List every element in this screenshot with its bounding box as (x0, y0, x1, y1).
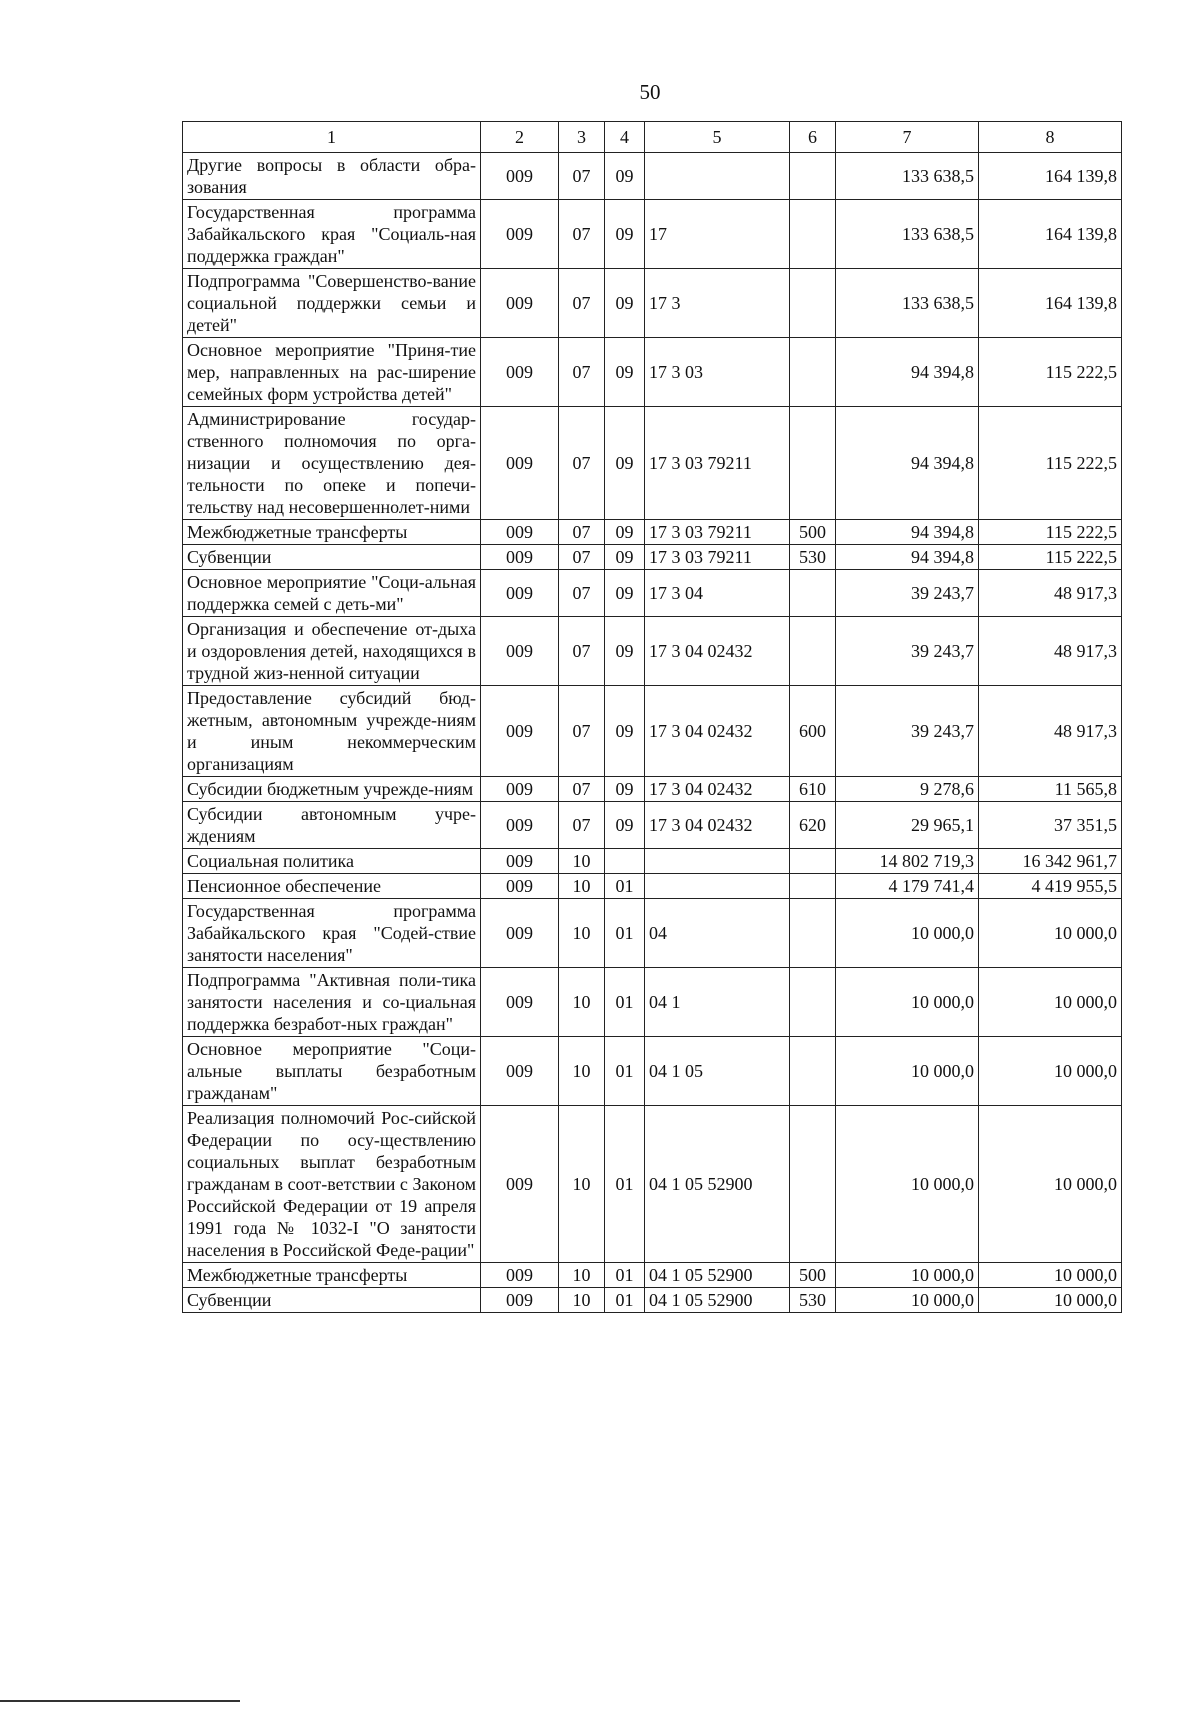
page-number: 50 (639, 80, 661, 104)
header-cell: 1 (183, 122, 481, 153)
cell-col6 (790, 617, 836, 686)
table-row (183, 407, 1122, 520)
cell-col7: 10 000,0 (836, 899, 979, 968)
cell-col3: 10 (559, 1288, 605, 1313)
cell-name: Субсидии автономным учре-ждениям (183, 802, 481, 849)
cell-col6 (790, 968, 836, 1037)
cell-col7: 94 394,8 (836, 407, 979, 520)
table-row (183, 153, 1122, 200)
cell-col2: 009 (481, 269, 559, 338)
cell-col5: 17 3 04 02432 (645, 802, 790, 849)
cell-col8: 11 565,8 (979, 777, 1122, 802)
cell-name: Предоставление субсидий бюд-жетным, автономным учрежде-ниям и иным некоммерческим организациям (183, 686, 481, 777)
cell-col2: 009 (481, 407, 559, 520)
header-cell: 7 (836, 122, 979, 153)
cell-col2: 009 (481, 899, 559, 968)
cell-col4: 09 (605, 617, 645, 686)
cell-col8: 10 000,0 (979, 1263, 1122, 1288)
cell-name: Подпрограмма "Активная поли-тика занятости населения и со-циальная поддержка безработ-ных граждан" (183, 968, 481, 1037)
cell-col4: 09 (605, 777, 645, 802)
cell-col4: 01 (605, 1106, 645, 1263)
cell-col6 (790, 153, 836, 200)
table-row (183, 1288, 1122, 1313)
cell-col8: 16 342 961,7 (979, 849, 1122, 874)
cell-col8: 115 222,5 (979, 520, 1122, 545)
cell-col5: 04 1 05 52900 (645, 1106, 790, 1263)
table-row (183, 968, 1122, 1037)
cell-col8: 10 000,0 (979, 1037, 1122, 1106)
cell-col8: 10 000,0 (979, 968, 1122, 1037)
cell-col2: 009 (481, 777, 559, 802)
cell-col8: 48 917,3 (979, 570, 1122, 617)
cell-col3: 07 (559, 777, 605, 802)
budget-table (182, 121, 1122, 1313)
cell-col4: 09 (605, 545, 645, 570)
cell-col8: 115 222,5 (979, 545, 1122, 570)
cell-col2: 009 (481, 545, 559, 570)
cell-col7: 133 638,5 (836, 200, 979, 269)
cell-col6: 530 (790, 545, 836, 570)
table-row (183, 899, 1122, 968)
cell-col6 (790, 570, 836, 617)
cell-col5 (645, 153, 790, 200)
cell-col3: 07 (559, 570, 605, 617)
cell-col7: 10 000,0 (836, 968, 979, 1037)
cell-col4: 01 (605, 968, 645, 1037)
cell-col4: 01 (605, 874, 645, 899)
cell-col5: 17 3 (645, 269, 790, 338)
cell-name: Государственная программа Забайкальского края "Содей-ствие занятости населения" (183, 899, 481, 968)
cell-col7: 133 638,5 (836, 269, 979, 338)
cell-col8: 164 139,8 (979, 200, 1122, 269)
cell-col2: 009 (481, 153, 559, 200)
cell-col6: 620 (790, 802, 836, 849)
cell-name: Субвенции (183, 545, 481, 570)
cell-col5: 04 1 (645, 968, 790, 1037)
cell-col3: 10 (559, 968, 605, 1037)
cell-col6 (790, 407, 836, 520)
cell-col3: 10 (559, 899, 605, 968)
table-row (183, 200, 1122, 269)
cell-col6: 610 (790, 777, 836, 802)
cell-col7: 39 243,7 (836, 686, 979, 777)
cell-col7: 29 965,1 (836, 802, 979, 849)
cell-col7: 39 243,7 (836, 570, 979, 617)
cell-col6 (790, 200, 836, 269)
table-row (183, 777, 1122, 802)
cell-col8: 115 222,5 (979, 407, 1122, 520)
table-row (183, 545, 1122, 570)
table-body (183, 153, 1122, 1313)
cell-col6 (790, 849, 836, 874)
cell-name: Основное мероприятие "Соци-альные выплаты безработным гражданам" (183, 1037, 481, 1106)
cell-col2: 009 (481, 338, 559, 407)
cell-col2: 009 (481, 1263, 559, 1288)
cell-col4 (605, 849, 645, 874)
table-row (183, 269, 1122, 338)
cell-col4: 01 (605, 1263, 645, 1288)
cell-col4: 09 (605, 407, 645, 520)
cell-col3: 07 (559, 407, 605, 520)
table-row (183, 1037, 1122, 1106)
cell-col2: 009 (481, 520, 559, 545)
table-row (183, 849, 1122, 874)
cell-col6 (790, 338, 836, 407)
cell-name: Администрирование государ-ственного полномочия по орга-низации и осуществлению дея-тельности по опеке и попечи-тельству над несовершеннолет-ними (183, 407, 481, 520)
cell-col2: 009 (481, 200, 559, 269)
cell-col3: 07 (559, 200, 605, 269)
cell-col3: 10 (559, 1106, 605, 1263)
cell-name: Межбюджетные трансферты (183, 1263, 481, 1288)
cell-col5: 04 (645, 899, 790, 968)
cell-col5 (645, 849, 790, 874)
cell-col4: 01 (605, 1288, 645, 1313)
cell-col5: 04 1 05 52900 (645, 1288, 790, 1313)
cell-name: Социальная политика (183, 849, 481, 874)
cell-col6 (790, 269, 836, 338)
cell-name: Субвенции (183, 1288, 481, 1313)
table-row (183, 802, 1122, 849)
cell-col3: 07 (559, 269, 605, 338)
cell-col6: 600 (790, 686, 836, 777)
cell-col8: 4 419 955,5 (979, 874, 1122, 899)
cell-col5: 17 3 03 79211 (645, 545, 790, 570)
header-cell: 4 (605, 122, 645, 153)
cell-col4: 09 (605, 338, 645, 407)
cell-col4: 09 (605, 269, 645, 338)
cell-col4: 01 (605, 899, 645, 968)
cell-col2: 009 (481, 1106, 559, 1263)
cell-col5: 17 3 04 02432 (645, 617, 790, 686)
cell-name: Государственная программа Забайкальского края "Социаль-ная поддержка граждан" (183, 200, 481, 269)
table-row (183, 617, 1122, 686)
cell-col6: 500 (790, 1263, 836, 1288)
cell-name: Субсидии бюджетным учрежде-ниям (183, 777, 481, 802)
cell-col7: 10 000,0 (836, 1263, 979, 1288)
cell-name: Подпрограмма "Совершенство-вание социальной поддержки семьи и детей" (183, 269, 481, 338)
cell-col3: 07 (559, 545, 605, 570)
header-row (183, 122, 1122, 153)
table-row (183, 874, 1122, 899)
header-cell: 8 (979, 122, 1122, 153)
cell-col7: 10 000,0 (836, 1037, 979, 1106)
cell-col7: 94 394,8 (836, 545, 979, 570)
cell-col4: 01 (605, 1037, 645, 1106)
cell-col3: 07 (559, 338, 605, 407)
cell-name: Межбюджетные трансферты (183, 520, 481, 545)
cell-col2: 009 (481, 849, 559, 874)
cell-col4: 09 (605, 520, 645, 545)
cell-col3: 10 (559, 849, 605, 874)
cell-col8: 10 000,0 (979, 1288, 1122, 1313)
cell-col2: 009 (481, 874, 559, 899)
header-cell: 5 (645, 122, 790, 153)
cell-col3: 07 (559, 802, 605, 849)
cell-name: Основное мероприятие "Соци-альная поддержка семей с деть-ми" (183, 570, 481, 617)
cell-col3: 07 (559, 617, 605, 686)
cell-col4: 09 (605, 570, 645, 617)
cell-col4: 09 (605, 153, 645, 200)
cell-col2: 009 (481, 1288, 559, 1313)
cell-col2: 009 (481, 968, 559, 1037)
cell-col5: 17 3 04 02432 (645, 777, 790, 802)
cell-col2: 009 (481, 1037, 559, 1106)
cell-col7: 39 243,7 (836, 617, 979, 686)
cell-col5: 17 3 03 79211 (645, 520, 790, 545)
cell-col7: 10 000,0 (836, 1106, 979, 1263)
table-row (183, 338, 1122, 407)
header-cell: 6 (790, 122, 836, 153)
table-row (183, 686, 1122, 777)
cell-col6 (790, 1037, 836, 1106)
cell-col8: 164 139,8 (979, 153, 1122, 200)
cell-col7: 9 278,6 (836, 777, 979, 802)
cell-name: Организация и обеспечение от-дыха и оздоровления детей, находящихся в трудной жиз-ненной ситуации (183, 617, 481, 686)
cell-col5: 04 1 05 52900 (645, 1263, 790, 1288)
cell-name: Основное мероприятие "Приня-тие мер, направленных на рас-ширение семейных форм устройства детей" (183, 338, 481, 407)
table-row (183, 1106, 1122, 1263)
cell-col2: 009 (481, 617, 559, 686)
cell-col8: 10 000,0 (979, 1106, 1122, 1263)
cell-col6 (790, 1106, 836, 1263)
cell-col7: 94 394,8 (836, 520, 979, 545)
cell-name: Реализация полномочий Рос-сийской Федерации по осу-ществлению социальных выплат безработным гражданам в соот-ветствии с Законом Российской Федерации от 19 апреля 1991 года № 1032-I "О занятости населения в Российской Феде-рации" (183, 1106, 481, 1263)
cell-col8: 48 917,3 (979, 686, 1122, 777)
cell-col5: 17 3 03 79211 (645, 407, 790, 520)
cell-col3: 07 (559, 520, 605, 545)
table-row (183, 1263, 1122, 1288)
cell-col8: 37 351,5 (979, 802, 1122, 849)
header-cell: 3 (559, 122, 605, 153)
cell-col4: 09 (605, 686, 645, 777)
cell-col7: 94 394,8 (836, 338, 979, 407)
cell-col2: 009 (481, 686, 559, 777)
footer-rule (0, 1700, 240, 1702)
cell-col3: 07 (559, 686, 605, 777)
table-row (183, 570, 1122, 617)
cell-col7: 10 000,0 (836, 1288, 979, 1313)
cell-col3: 10 (559, 874, 605, 899)
cell-col8: 10 000,0 (979, 899, 1122, 968)
cell-col3: 10 (559, 1037, 605, 1106)
cell-col3: 10 (559, 1263, 605, 1288)
cell-col4: 09 (605, 200, 645, 269)
cell-col5: 17 3 04 02432 (645, 686, 790, 777)
cell-col5: 17 3 04 (645, 570, 790, 617)
cell-col8: 164 139,8 (979, 269, 1122, 338)
cell-col7: 14 802 719,3 (836, 849, 979, 874)
cell-col5: 04 1 05 (645, 1037, 790, 1106)
cell-col6: 500 (790, 520, 836, 545)
cell-col8: 48 917,3 (979, 617, 1122, 686)
header-cell: 2 (481, 122, 559, 153)
cell-col7: 133 638,5 (836, 153, 979, 200)
cell-col8: 115 222,5 (979, 338, 1122, 407)
cell-col4: 09 (605, 802, 645, 849)
cell-col5: 17 (645, 200, 790, 269)
cell-col5 (645, 874, 790, 899)
cell-col6: 530 (790, 1288, 836, 1313)
table-row (183, 520, 1122, 545)
cell-name: Пенсионное обеспечение (183, 874, 481, 899)
cell-col6 (790, 899, 836, 968)
cell-col7: 4 179 741,4 (836, 874, 979, 899)
cell-col3: 07 (559, 153, 605, 200)
cell-col6 (790, 874, 836, 899)
cell-name: Другие вопросы в области обра-зования (183, 153, 481, 200)
cell-col5: 17 3 03 (645, 338, 790, 407)
cell-col2: 009 (481, 802, 559, 849)
cell-col2: 009 (481, 570, 559, 617)
